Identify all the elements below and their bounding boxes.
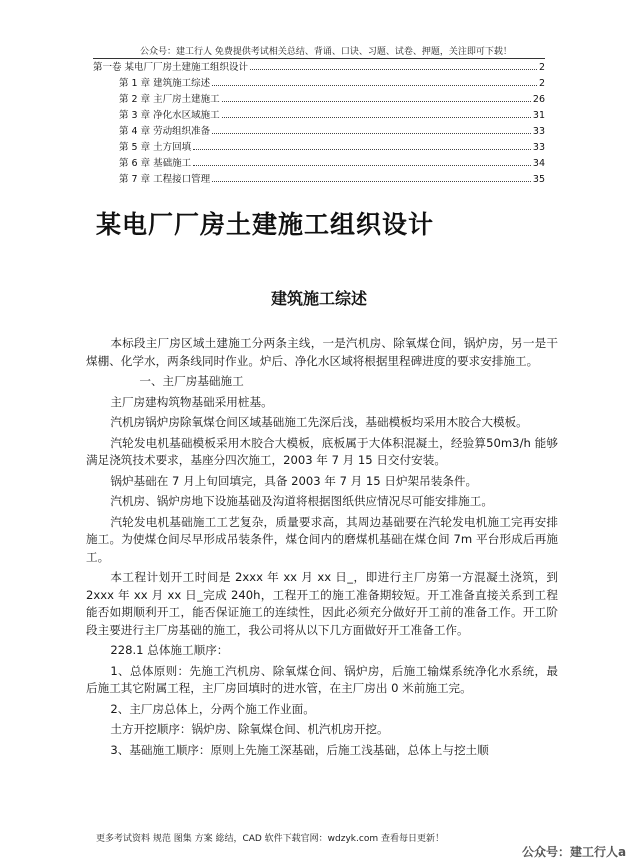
header-divider	[93, 58, 545, 59]
toc-entry-label: 第 6 章 基础施工	[119, 158, 192, 169]
toc-entry[interactable]	[93, 76, 545, 92]
paragraph: 汽机房、锅炉房地下设施基础及沟道将根据图纸供应情况尽可能安排施工。	[110, 494, 493, 508]
toc-entry-label: 第 2 章 主厂房土建施工	[119, 94, 220, 105]
toc-leader	[222, 101, 531, 102]
toc-entry[interactable]	[93, 156, 545, 172]
toc-entry[interactable]	[93, 92, 545, 108]
toc-entry[interactable]	[93, 140, 545, 156]
toc-leader	[250, 69, 537, 70]
toc-leader	[193, 165, 531, 166]
toc-leader	[212, 85, 537, 86]
toc-entry-page: 33	[532, 142, 545, 153]
toc-entry-label: 第 3 章 净化水区域施工	[119, 110, 220, 121]
table-of-contents	[93, 60, 545, 188]
toc-entry-label: 第一卷 某电厂厂房土建施工组织设计	[93, 62, 249, 73]
toc-entry-page: 2	[538, 62, 545, 73]
toc-entry-page: 33	[532, 126, 545, 137]
toc-entry-page: 26	[532, 94, 545, 105]
section-title: 建筑施工综述	[270, 289, 367, 308]
document-title: 某电厂厂房土建施工组织设计	[96, 210, 435, 239]
page-header: 公众号：建工行人 免费提供考试相关总结、背诵、口诀、习题、试卷、押题，关注即可下载！	[140, 47, 512, 57]
toc-entry[interactable]	[93, 60, 545, 76]
toc-entry-label: 第 4 章 劳动组织准备	[119, 126, 211, 137]
paragraph: 3、基础施工顺序：原则上先施工深基础，后施工浅基础，总体上与挖土顺	[110, 742, 489, 757]
paragraph: 228.1 总体施工顺序：	[110, 643, 229, 657]
body-text	[86, 335, 558, 762]
toc-entry-page: 35	[532, 174, 545, 185]
toc-entry-label: 第 1 章 建筑施工综述	[119, 78, 211, 89]
toc-entry[interactable]	[93, 172, 545, 188]
paragraph: 汽轮发电机基础模板采用木胶合大模板，底板属于大体积混凝土，经验算50m3/h 能够满足浇筑技术要求，基座分四次施工，2003 年 7 月 15 日交付安装。	[86, 435, 558, 467]
toc-leader	[193, 149, 531, 150]
toc-entry-page: 2	[538, 78, 545, 89]
paragraph: 汽机房锅炉房除氧煤仓间区域基础施工先深后浅，基础模板均采用木胶合大模板。	[110, 415, 528, 429]
paragraph: 主厂房建构筑物基础采用桩基。	[110, 394, 273, 409]
paragraph: 汽轮发电机基础施工工艺复杂，质量要求高，其周边基础要在汽轮发电机施工完再安排施工。为使煤仓间尽早形成吊装条件，煤仓间内的磨煤机基础在煤仓间 7m 平台形成后再施工。	[86, 514, 558, 564]
toc-entry[interactable]	[93, 124, 545, 140]
paragraph: 锅炉基础在 7 月上旬回填完，具备 2003 年 7 月 15 日炉架吊装条件。	[110, 473, 478, 488]
page-footer: 更多考试资料 规范 图集 方案 総结，CAD 软件下载官网：wdzyk.com 查看每日更新！	[96, 834, 444, 844]
paragraph: 本标段主厂房区域土建施工分两条主线，一是汽机房、除氧煤仓间，锅炉房，另一是干煤棚、化学水，两条线同时作业。炉后、净化水区域将根据里程碑进度的要求安排施工。	[86, 336, 558, 368]
toc-entry-page: 31	[532, 110, 545, 121]
toc-leader	[212, 181, 531, 182]
paragraph: 本工程计划开工时间是 2xxx 年 xx 月 xx 日_，即进行主厂房第一方混凝土浇筑，到 2xxx 年 xx 月 xx 日_完成 240h，工程开工的施工准备期较短。开工准备直接关系到工程能否如期顺利开工，能否保证施工的连续性，因此必须充分做好开工前的准备工作。开工阶段主要进行主厂房基础的施工，我公司将从以下几方面做好开工准备工作。	[86, 570, 558, 637]
toc-entry-page: 34	[532, 158, 545, 169]
paragraph: 土方开挖顺序：锅炉房、除氧煤仓间、机汽机房开挖。	[110, 722, 389, 736]
toc-entry-label: 第 7 章 工程接口管理	[119, 174, 211, 185]
paragraph: 1、总体原则：先施工汽机房、除氧煤仓间、锅炉房，后施工输煤系统净化水系统，最后施工其它附属工程，主厂房回填时的进水管，在主厂房出 0 米前施工完。	[86, 663, 558, 695]
toc-leader	[212, 133, 531, 134]
watermark: 公众号：建工行人a	[522, 845, 627, 859]
toc-entry[interactable]	[93, 108, 545, 124]
subheading: 一、主厂房基础施工	[139, 374, 244, 388]
toc-entry-label: 第 5 章 土方回填	[119, 142, 192, 153]
paragraph: 2、主厂房总体上，分两个施工作业面。	[110, 701, 315, 716]
toc-leader	[222, 117, 531, 118]
